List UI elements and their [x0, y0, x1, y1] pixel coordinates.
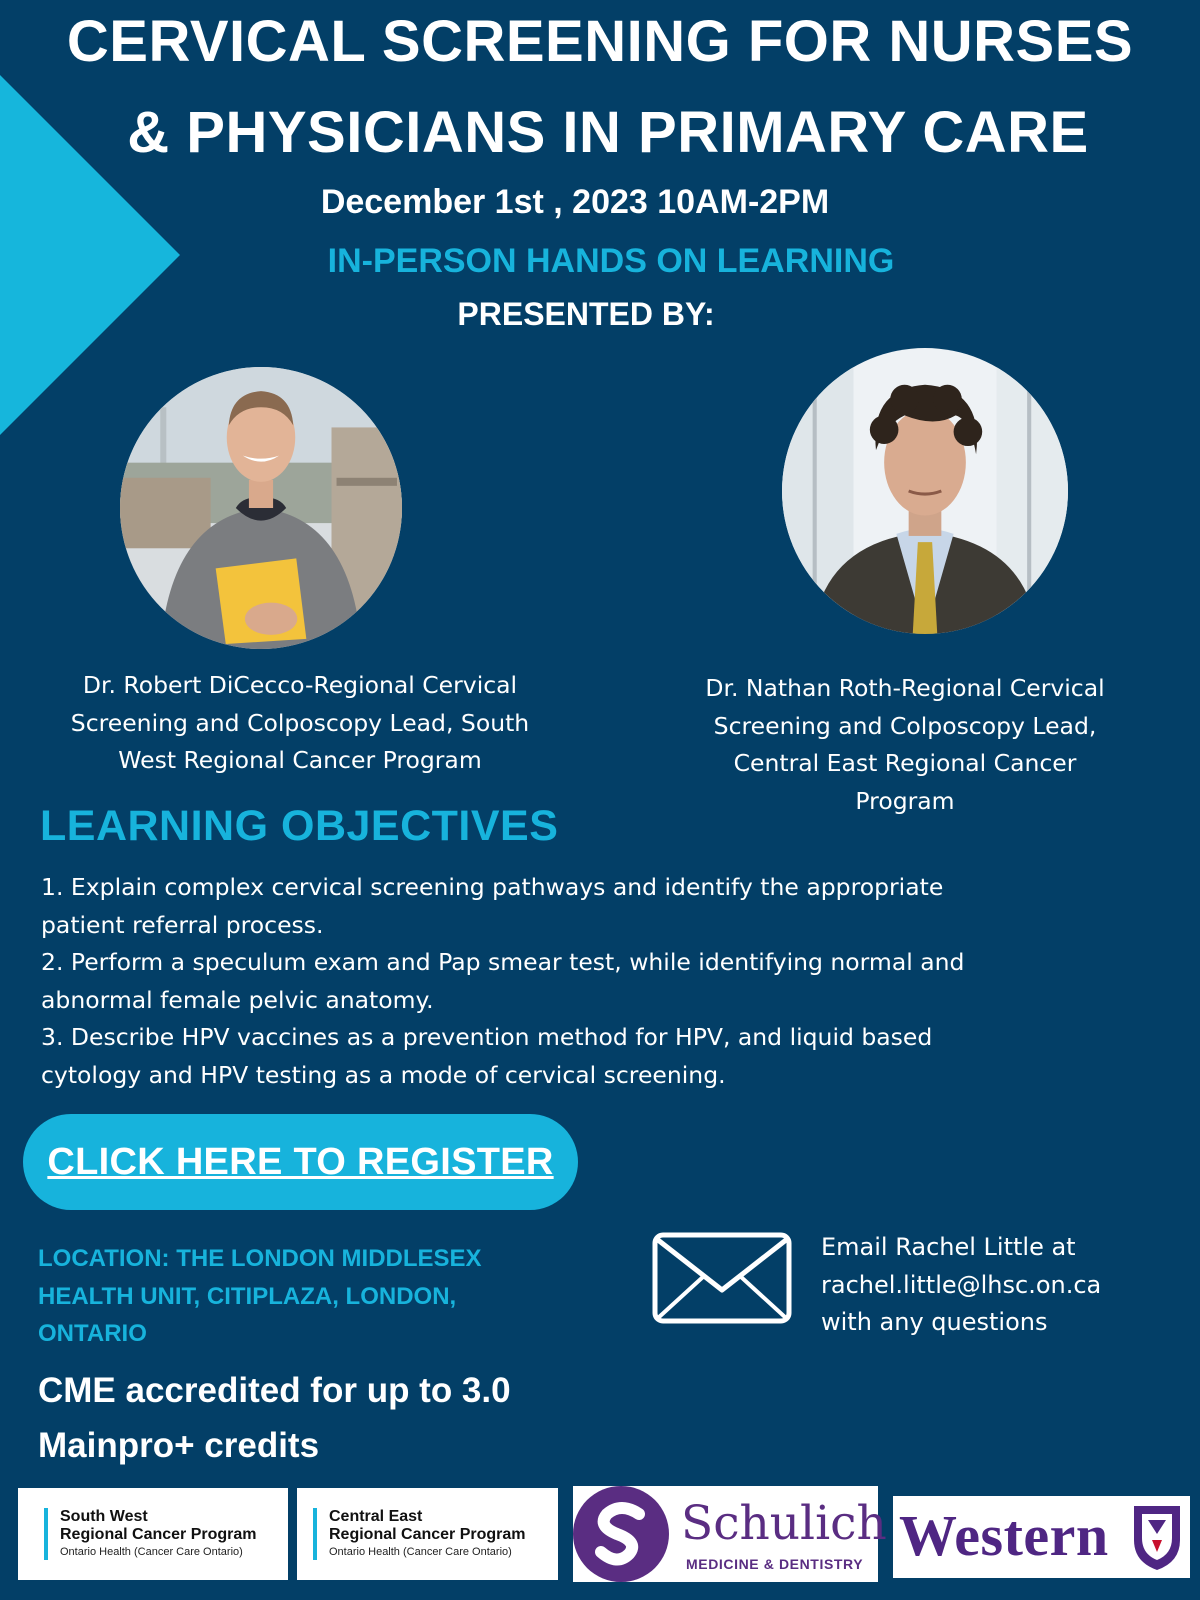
objectives-list — [41, 869, 1121, 1094]
schulich-s-mark-icon — [573, 1486, 673, 1582]
register-button[interactable] — [23, 1114, 578, 1210]
logo-western — [893, 1496, 1190, 1578]
location-line: HEALTH UNIT, CITIPLAZA, LONDON, — [38, 1282, 457, 1310]
envelope-icon — [652, 1232, 792, 1324]
location-line: ONTARIO — [38, 1320, 147, 1347]
logo-subtext: MEDICINE & DENTISTRY — [686, 1556, 864, 1572]
bio-line: Dr. Nathan Roth-Regional Cervical — [705, 674, 1105, 702]
logo-text: South West — [60, 1508, 148, 1525]
objective-line: 3. Describe HPV vaccines as a prevention method for HPV, and liquid based — [41, 1023, 933, 1051]
bio-line: Screening and Colposcopy Lead, — [713, 711, 1097, 740]
contact-info — [821, 1229, 1181, 1342]
contact-line: Email Rachel Little at — [821, 1233, 1076, 1261]
presented-by-label: PRESENTED BY: — [457, 296, 715, 332]
logo-subtext: Ontario Health (Cancer Care Ontario) — [60, 1546, 243, 1558]
presenter-bio-dicecco — [30, 667, 570, 780]
location-text — [38, 1240, 598, 1353]
presenter-photo-dicecco — [120, 367, 402, 649]
presenter-bio-roth — [665, 670, 1145, 820]
bio-line: Dr. Robert DiCecco-Regional Cervical — [82, 671, 518, 699]
logo-southwest-rcp — [18, 1488, 288, 1580]
event-title-line1: CERVICAL SCREENING FOR NURSES — [66, 9, 1134, 74]
objective-line: 2. Perform a speculum exam and Pap smear test, while identifying normal and — [41, 948, 965, 976]
register-link[interactable]: CLICK HERE TO REGISTER — [47, 1140, 554, 1183]
presenter-photo-roth — [782, 348, 1068, 634]
event-format: IN-PERSON HANDS ON LEARNING — [327, 242, 895, 280]
logo-text: Central East — [329, 1508, 423, 1525]
logo-text: Regional Cancer Program — [60, 1526, 257, 1543]
objective-line: cytology and HPV testing as a mode of cervical screening. — [41, 1060, 726, 1089]
objectives-heading: LEARNING OBJECTIVES — [40, 802, 559, 850]
logo-text: Western — [899, 1503, 1109, 1568]
logo-centraleast-rcp — [297, 1488, 558, 1580]
bio-line: West Regional Cancer Program — [118, 746, 482, 774]
objective-line: 1. Explain complex cervical screening pathways and identify the appropriate — [41, 873, 944, 901]
event-date: December 1st , 2023 10AM-2PM — [320, 183, 830, 221]
event-title-line2: & PHYSICIANS IN PRIMARY CARE — [127, 100, 1089, 165]
cme-line: CME accredited for up to 3.0 — [38, 1371, 511, 1410]
bio-line: Screening and Colposcopy Lead, South — [70, 708, 530, 737]
objective-line: abnormal female pelvic anatomy. — [41, 985, 434, 1014]
logo-text: Schulich — [681, 1496, 887, 1551]
cme-credits — [38, 1363, 638, 1473]
bio-line: Central East Regional Cancer — [733, 749, 1077, 777]
western-crest-icon — [1130, 1500, 1184, 1572]
location-line: LOCATION: THE LONDON MIDDLESEX — [38, 1245, 482, 1272]
contact-line: with any questions — [821, 1308, 1048, 1336]
logo-schulich — [573, 1486, 887, 1582]
cme-line: Mainpro+ credits — [38, 1426, 320, 1465]
contact-email-link[interactable]: rachel.little@lhsc.on.ca — [821, 1270, 1102, 1299]
objective-line: patient referral process. — [41, 910, 324, 939]
logo-subtext: Ontario Health (Cancer Care Ontario) — [329, 1546, 512, 1558]
bio-line: Program — [855, 786, 955, 815]
logo-text: Regional Cancer Program — [329, 1526, 526, 1543]
